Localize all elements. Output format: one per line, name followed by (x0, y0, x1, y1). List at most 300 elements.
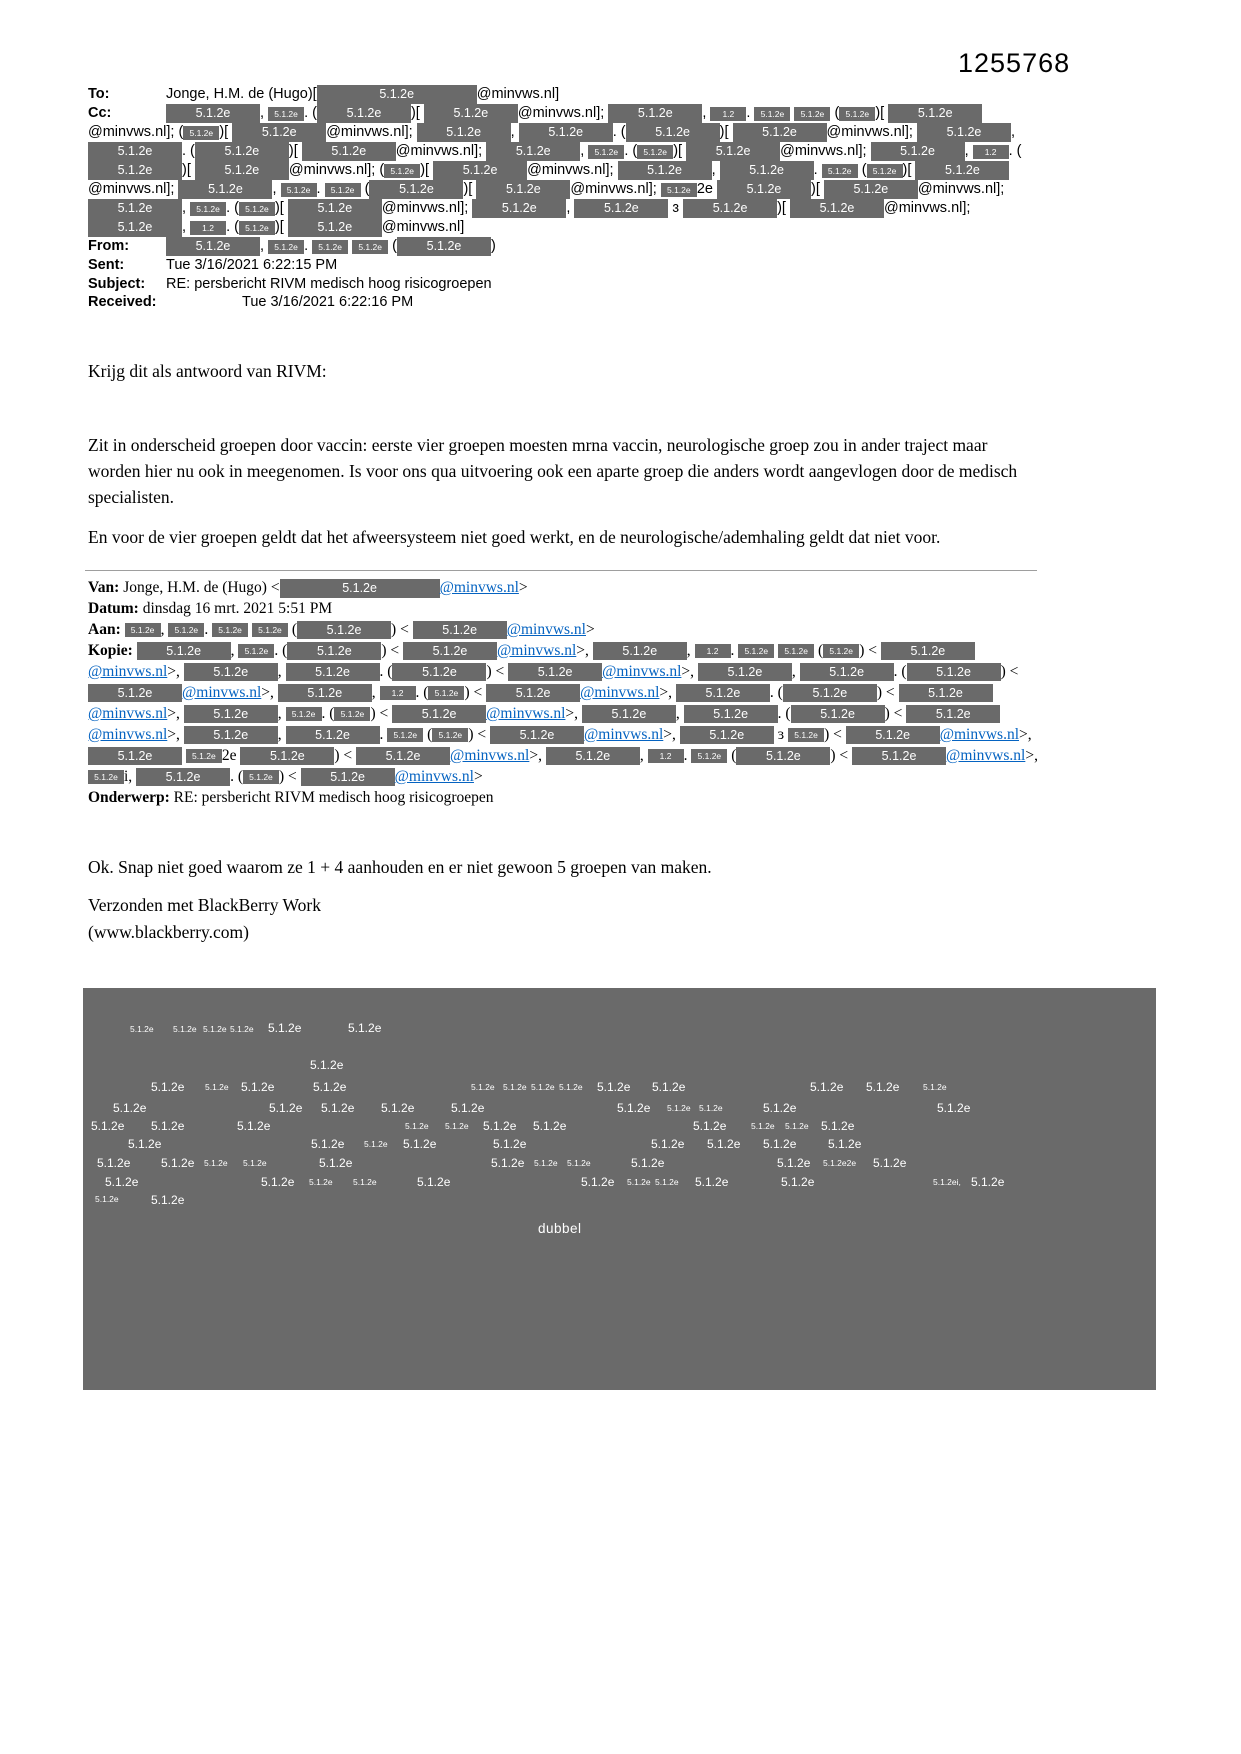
text-run: . ( (321, 705, 335, 722)
received-value: Tue 3/16/2021 6:22:16 PM (242, 294, 414, 310)
text-run: . (746, 105, 755, 122)
redaction-box: 5.1.2e (906, 705, 1000, 723)
redaction-box: 5.1.2e (417, 123, 511, 142)
text-run: > (518, 579, 528, 596)
from-value (166, 238, 496, 254)
text-run: ɜ (773, 726, 789, 743)
text-run: 2e (221, 747, 241, 764)
redaction-label: 5.1.2e (151, 1080, 185, 1094)
redaction-box: 5.1.2e (686, 142, 780, 161)
text-run: ( (360, 181, 370, 198)
text-run: . ( (777, 705, 791, 722)
text-run: . ( (230, 768, 243, 785)
redaction-label: 5.1.2e (204, 1158, 228, 1168)
redaction-label: 5.1.2e (353, 1177, 377, 1187)
text-run: > (585, 621, 595, 638)
text-run: ( (423, 726, 433, 743)
document-number: 1255768 (958, 48, 1071, 78)
redaction-label: 5.1.2e (403, 1137, 437, 1151)
text-run: . (813, 162, 822, 179)
redaction-label: 5.1.2e (617, 1101, 651, 1115)
redaction-box: 5.1.2e (800, 663, 894, 681)
redaction-box: 5.1.2e (286, 663, 380, 681)
cc-value (88, 105, 1022, 235)
text-run: , (230, 642, 239, 659)
redaction-label: 5.1.2e (652, 1080, 686, 1094)
redaction-label: 5.1.2e (113, 1101, 147, 1115)
subject-value: RE: persbericht RIVM medisch hoog risicogroepen (166, 275, 492, 292)
text-run: , (566, 200, 575, 217)
redaction-box: 5.1.2e (166, 104, 260, 123)
text-run: 2e (696, 181, 717, 198)
redaction-box: 5.1.2e (888, 104, 982, 123)
text-run: , (182, 200, 191, 217)
redaction-label: 5.1.2e (230, 1024, 254, 1034)
redaction-box: 5.1.2e (137, 642, 231, 660)
redaction-box: 5.1.2e (899, 684, 993, 702)
email-address-link[interactable]: @minvws.nl (602, 663, 682, 680)
redaction-box: 5.1.2e (195, 161, 289, 180)
redaction-box: 5.1.2e (232, 123, 326, 142)
text-run: )[ (420, 162, 434, 179)
redaction-label: 5.1.2e (873, 1156, 907, 1170)
redaction-label: 5.1.2e (151, 1119, 185, 1133)
text-run: . (683, 747, 692, 764)
text-run: ) < (370, 705, 393, 722)
email-address-link[interactable]: @minvws.nl (439, 579, 519, 596)
redaction-label: 5.1.2e (151, 1193, 185, 1207)
redaction-box: 5.1.2e (907, 663, 1001, 681)
text-run: ( (178, 124, 184, 141)
redaction-box: 5.1.2e (413, 621, 507, 639)
email-address-link[interactable]: @minvws.nl (450, 747, 530, 764)
redaction-box: 5.1.2e (917, 123, 1011, 142)
text-run: , (580, 143, 589, 160)
text-run: , (277, 705, 286, 722)
redaction-box: 5.1.2e (736, 747, 830, 765)
redaction-label: 5.1.2ei, (933, 1177, 961, 1187)
received-label: Received: (88, 294, 157, 310)
text-run: @minvws.nl] (476, 86, 560, 103)
redaction-label: 5.1.2e (261, 1175, 295, 1189)
text-run: ) < (278, 768, 301, 785)
text-run: @minvws.nl]; (917, 181, 1005, 198)
text-run: >, (529, 747, 546, 764)
text-run: @minvws.nl]; (527, 162, 618, 179)
datum-label: Datum: (88, 600, 139, 617)
redaction-label: 5.1.2e (785, 1121, 809, 1131)
text-run: , (675, 705, 684, 722)
redaction-box: 5.1.2e (384, 164, 420, 178)
redaction-box: 5.1.2e (195, 142, 289, 161)
redaction-label: 5.1.2e (364, 1139, 388, 1149)
redaction-label: 5.1.2e (828, 1137, 862, 1151)
text-run: , (510, 124, 519, 141)
text-run: . ( (274, 642, 288, 659)
datum-value: dinsdag 16 mrt. 2021 5:51 PM (142, 600, 333, 617)
text-run: ( (379, 162, 385, 179)
redaction-box: 5.1.2e (239, 221, 275, 235)
email-address-link[interactable]: @minvws.nl (486, 705, 566, 722)
redaction-label: 5.1.2e (483, 1119, 517, 1133)
text-run: )[ (219, 124, 233, 141)
text-run: @minvws.nl]; (883, 200, 971, 217)
header-row-sent (88, 256, 1040, 275)
redaction-box: 5.1.2e (432, 728, 468, 742)
email-address-link[interactable]: @minvws.nl (506, 621, 586, 638)
quoted-row-kopie (88, 640, 1044, 787)
redaction-box: 5.1.2e (252, 623, 288, 637)
redaction-box: 5.1.2e (720, 161, 814, 180)
text-run: ( (814, 642, 824, 659)
redaction-box: 5.1.2e (790, 199, 884, 218)
text-run: ) < (334, 747, 357, 764)
redaction-box: 1.2 (380, 686, 416, 700)
redaction-box: 5.1.2e (125, 623, 161, 637)
dubbel-label: dubbel (538, 1221, 582, 1236)
text-run: ) < (486, 663, 509, 680)
redaction-box: 5.1.2e (392, 663, 486, 681)
redaction-box: 5.1.2e (881, 642, 975, 660)
redaction-label: 5.1.2e (777, 1156, 811, 1170)
text-run: . ( (612, 124, 626, 141)
redaction-box: 5.1.2e (618, 161, 712, 180)
redaction-label: 5.1.2e (128, 1137, 162, 1151)
redaction-box: 1.2 (973, 145, 1009, 159)
text-run: >, (1025, 747, 1038, 764)
text-run: ɜ (668, 200, 684, 217)
header-row-cc (88, 104, 1040, 237)
redaction-box: 5.1.2e (824, 180, 918, 199)
email-address-link[interactable]: @minvws.nl (88, 705, 168, 722)
text-run: @minvws.nl]; (780, 143, 871, 160)
text-run: >, (167, 705, 184, 722)
redaction-box: 5.1.2e (852, 747, 946, 765)
text-run: >, (681, 663, 698, 680)
email-address-link[interactable]: @minvws.nl (88, 663, 168, 680)
subject-label: Subject: (88, 275, 146, 292)
text-run: . ( (1008, 143, 1022, 160)
redaction-box: 5.1.2e (754, 107, 790, 121)
redaction-box: 5.1.2e (472, 199, 566, 218)
text-run: )[ (777, 200, 790, 217)
redaction-label: 5.1.2e (707, 1137, 741, 1151)
redaction-label: 5.1.2e (161, 1156, 195, 1170)
text-run: , (260, 238, 269, 255)
redaction-box: 5.1.2e (397, 237, 491, 256)
redaction-label: 5.1.2e (937, 1101, 971, 1115)
redaction-box: 5.1.2e (626, 123, 720, 142)
van-label: Van: (88, 579, 120, 596)
redaction-box: 5.1.2e (352, 240, 388, 254)
redaction-box: 5.1.2e (280, 579, 440, 598)
header-row-received (88, 293, 1040, 312)
text-run: ) < (830, 747, 853, 764)
redaction-box: 5.1.2e (546, 747, 640, 765)
redaction-box: 5.1.2e (184, 726, 278, 744)
text-run: , (371, 684, 380, 701)
redaction-box: 5.1.2e (334, 707, 370, 721)
redaction-label: 5.1.2e (866, 1080, 900, 1094)
redaction-label: 5.1.2e (91, 1119, 125, 1133)
redaction-box: 5.1.2e (403, 642, 497, 660)
text-run: , (639, 747, 648, 764)
text-run: , (182, 219, 191, 236)
redaction-box: 5.1.2e (286, 726, 380, 744)
redaction-box: 5.1.2e (822, 164, 858, 178)
redaction-label: 5.1.2e (313, 1080, 347, 1094)
van-value (123, 579, 527, 596)
text-run: , (711, 162, 720, 179)
text-run: @minvws.nl]; (88, 124, 179, 141)
email-address-link[interactable]: @minvws.nl (496, 642, 577, 659)
text-run: ( (830, 105, 840, 122)
text-run: ) < (468, 726, 490, 743)
redaction-box: 5.1.2e (317, 104, 411, 123)
sent-value: Tue 3/16/2021 6:22:15 PM (166, 257, 338, 273)
text-run: >, (663, 726, 680, 743)
text-run: )[ (810, 181, 824, 198)
text-run: >, (576, 642, 593, 659)
signature-line-1: Verzonden met BlackBerry Work (88, 895, 321, 915)
text-run: . ( (226, 219, 239, 236)
redaction-box: 5.1.2e (281, 183, 317, 197)
text-run: ) (491, 238, 496, 255)
redaction-box: 5.1.2e (433, 161, 527, 180)
redaction-box: 5.1.2e (698, 663, 792, 681)
text-run: ) < (876, 684, 899, 701)
redaction-box: 5.1.2e (791, 705, 885, 723)
text-run: . ( (769, 684, 783, 701)
redaction-box: 5.1.2e (738, 644, 774, 658)
text-run: @minvws.nl] (381, 219, 465, 236)
text-run: , (260, 105, 269, 122)
redaction-box: 5.1.2e (88, 199, 182, 218)
redaction-box: 5.1.2e (691, 749, 727, 763)
redaction-box: 5.1.2e (288, 199, 382, 218)
aan-value (125, 621, 595, 638)
onderwerp-value: RE: persbericht RIVM medisch hoog risicogroepen (173, 789, 494, 806)
text-run: > (473, 768, 483, 785)
redaction-box: 5.1.2e (286, 707, 322, 721)
text-run: )[ (719, 124, 733, 141)
redaction-label: 5.1.2e (781, 1175, 815, 1189)
text-run: , (791, 663, 800, 680)
redaction-box: 5.1.2e (243, 770, 279, 784)
redaction-box: 1.2 (648, 749, 684, 763)
redaction-box: 5.1.2e (88, 218, 182, 237)
redaction-box: 5.1.2e (428, 686, 464, 700)
onderwerp-label: Onderwerp: (88, 789, 170, 806)
redaction-box: 5.1.2e (88, 161, 182, 180)
text-run: >, (167, 726, 184, 743)
text-run: ) < (824, 726, 846, 743)
redaction-box: 5.1.2e (490, 726, 584, 744)
redaction-box: 5.1.2e (168, 623, 204, 637)
redaction-label: 5.1.2e (319, 1156, 353, 1170)
redaction-label: 5.1.2e (810, 1080, 844, 1094)
redaction-label: 5.1.2e (405, 1121, 429, 1131)
text-run: @minvws.nl]; (570, 181, 661, 198)
redaction-label: 5.1.2e (667, 1103, 691, 1113)
redaction-box: 5.1.2e (717, 180, 811, 199)
redaction-label: 5.1.2e (567, 1158, 591, 1168)
redaction-box: 5.1.2e (783, 684, 877, 702)
header-row-subject (88, 275, 1040, 294)
redaction-label: 5.1.2e (311, 1137, 345, 1151)
email-address-link[interactable]: @minvws.nl (580, 684, 660, 701)
email-address-link[interactable]: @minvws.nl (88, 726, 168, 743)
email-address-link[interactable]: @minvws.nl (939, 726, 1020, 743)
redaction-label: 5.1.2e (348, 1021, 382, 1035)
text-run: @minvws.nl]; (326, 124, 417, 141)
text-run: ) < (381, 642, 403, 659)
redaction-box: 5.1.2e (268, 107, 304, 121)
redaction-box: 1.2 (190, 221, 226, 235)
text-run: ) < (1000, 663, 1019, 680)
redaction-box: 5.1.2e (317, 85, 477, 104)
redaction-box: 5.1.2e (166, 237, 260, 256)
text-run: )[ (673, 143, 687, 160)
redaction-label: 5.1.2e (130, 1024, 154, 1034)
email-address-link[interactable]: @minvws.nl (946, 747, 1026, 764)
redaction-label: 5.1.2e (971, 1175, 1005, 1189)
signature-block (88, 892, 321, 946)
quoted-email-header (88, 577, 1044, 808)
email-address-link[interactable]: @minvws.nl (182, 684, 262, 701)
redaction-label: 5.1.2e (597, 1080, 631, 1094)
redaction-box: 5.1.2e (871, 142, 965, 161)
redaction-label: 5.1.2e (693, 1119, 727, 1133)
redaction-box: 5.1.2e (867, 164, 903, 178)
redaction-box: 5.1.2e (239, 202, 275, 216)
redaction-box: 5.1.2e (680, 726, 774, 744)
redaction-box: 5.1.2e (574, 199, 668, 218)
redaction-label: 5.1.2e (203, 1024, 227, 1034)
email-header (88, 85, 1040, 312)
redaction-box: 5.1.2e (608, 104, 702, 123)
redaction-box: 5.1.2e (183, 126, 219, 140)
quoted-row-onderwerp (88, 787, 1044, 808)
quoted-message-divider (85, 570, 1037, 571)
text-run: )[ (410, 105, 424, 122)
redaction-label: 5.1.2e (531, 1082, 555, 1092)
redaction-box: 5.1.2e (178, 180, 272, 199)
redaction-label: 5.1.2e (821, 1119, 855, 1133)
cc-label: Cc: (88, 105, 112, 121)
text-run: ) < (391, 621, 413, 638)
redaction-label: 5.1.2e (655, 1177, 679, 1187)
redaction-box: 5.1.2e (683, 199, 777, 218)
redaction-label: 5.1.2e (95, 1194, 119, 1204)
redaction-label: 5.1.2e (627, 1177, 651, 1187)
text-run: . (730, 642, 739, 659)
email-body (88, 358, 1026, 550)
redaction-box: 5.1.2e (794, 107, 830, 121)
redaction-box: 5.1.2e (302, 142, 396, 161)
sent-label: Sent: (88, 257, 125, 273)
redaction-label: 5.1.2e (631, 1156, 665, 1170)
redaction-box: 5.1.2e (312, 240, 348, 254)
text-run: , (1010, 124, 1016, 141)
text-run: . ( (379, 663, 393, 680)
redaction-label: 5.1.2e (97, 1156, 131, 1170)
redaction-label: 5.1.2e (269, 1101, 303, 1115)
redaction-box: 5.1.2e (684, 705, 778, 723)
text-run: , (964, 143, 973, 160)
redaction-label: 5.1.2e (451, 1101, 485, 1115)
email-address-link[interactable]: @minvws.nl (394, 768, 474, 785)
from-label: From: (88, 238, 130, 254)
text-run: . ( (893, 663, 907, 680)
text-run: )[ (463, 181, 477, 198)
text-run: ) < (464, 684, 487, 701)
text-run: , (272, 181, 281, 198)
redaction-box: 5.1.2e (184, 663, 278, 681)
redaction-label: 5.1.2e (105, 1175, 139, 1189)
aan-label: Aan: (88, 621, 121, 638)
text-run: . (316, 181, 325, 198)
redaction-box: 5.1.2e (88, 684, 182, 702)
redaction-box: 1.2 (710, 107, 746, 121)
redaction-label: 5.1.2e (699, 1103, 723, 1113)
text-run: ( (287, 621, 298, 638)
text-run: )[ (902, 162, 916, 179)
redaction-box: 5.1.2e (915, 161, 1009, 180)
text-run: . ( (182, 143, 195, 160)
text-run: @minvws.nl]; (826, 124, 917, 141)
quoted-row-datum (88, 598, 1044, 619)
redaction-box: 1.2 (695, 644, 731, 658)
reply-paragraph: Ok. Snap niet goed waarom ze 1 + 4 aanhouden en er niet gewoon 5 groepen van maken. (88, 856, 712, 877)
body-paragraph-3: En voor de vier groepen geldt dat het afweersysteem niet goed werkt, en de neurologische/ademhaling geldt dat niet voor. (88, 527, 941, 547)
text-run: >, (1019, 726, 1032, 743)
text-run: >, (261, 684, 278, 701)
redaction-box: 5.1.2e (661, 183, 697, 197)
body-paragraph-2: Zit in onderscheid groepen door vaccin: eerste vier groepen moesten mrna vaccin, neurologische groep zou in ander traject maar worden hier nu ook in meegenomen. Is voor ons qua uitvoering ook een aparte groep die anders wordt aangevlogen door de medisch specialisten. (88, 435, 1018, 507)
redaction-label: 5.1.2e (310, 1058, 344, 1072)
text-run: Jonge, H.M. de (Hugo)[ (166, 86, 317, 103)
text-run: @minvws.nl]; (288, 162, 380, 179)
redaction-label: 5.1.2e (751, 1121, 775, 1131)
redaction-box: 5.1.2e (519, 123, 613, 142)
redaction-box: 5.1.2e (297, 621, 391, 639)
redaction-box: 5.1.2e (582, 705, 676, 723)
redaction-box: 5.1.2e (88, 770, 124, 784)
redaction-box: 5.1.2e (823, 644, 859, 658)
redaction-label: 5.1.2e (417, 1175, 451, 1189)
email-address-link[interactable]: @minvws.nl (584, 726, 664, 743)
redaction-box: 5.1.2e (476, 180, 570, 199)
text-run: @minvws.nl]; (88, 181, 179, 198)
kopie-label: Kopie: (88, 642, 133, 659)
redaction-box: 5.1.2e (486, 142, 580, 161)
redaction-box: 5.1.2e (387, 728, 423, 742)
redaction-box: 5.1.2e (356, 747, 450, 765)
redaction-label: 5.1.2e (503, 1082, 527, 1092)
text-run: . (304, 238, 313, 255)
quoted-row-aan (88, 619, 1044, 640)
redaction-box: 5.1.2e (733, 123, 827, 142)
redaction-box: 5.1.2e (301, 768, 395, 786)
redaction-label: 5.1.2e (581, 1175, 615, 1189)
text-run: ( (727, 747, 737, 764)
redaction-label: 5.1.2e (241, 1080, 275, 1094)
quoted-row-van (88, 577, 1044, 598)
redaction-label: 5.1.2e (243, 1158, 267, 1168)
redaction-box: 5.1.2e (637, 145, 673, 159)
redaction-label: 5.1.2e (923, 1082, 947, 1092)
